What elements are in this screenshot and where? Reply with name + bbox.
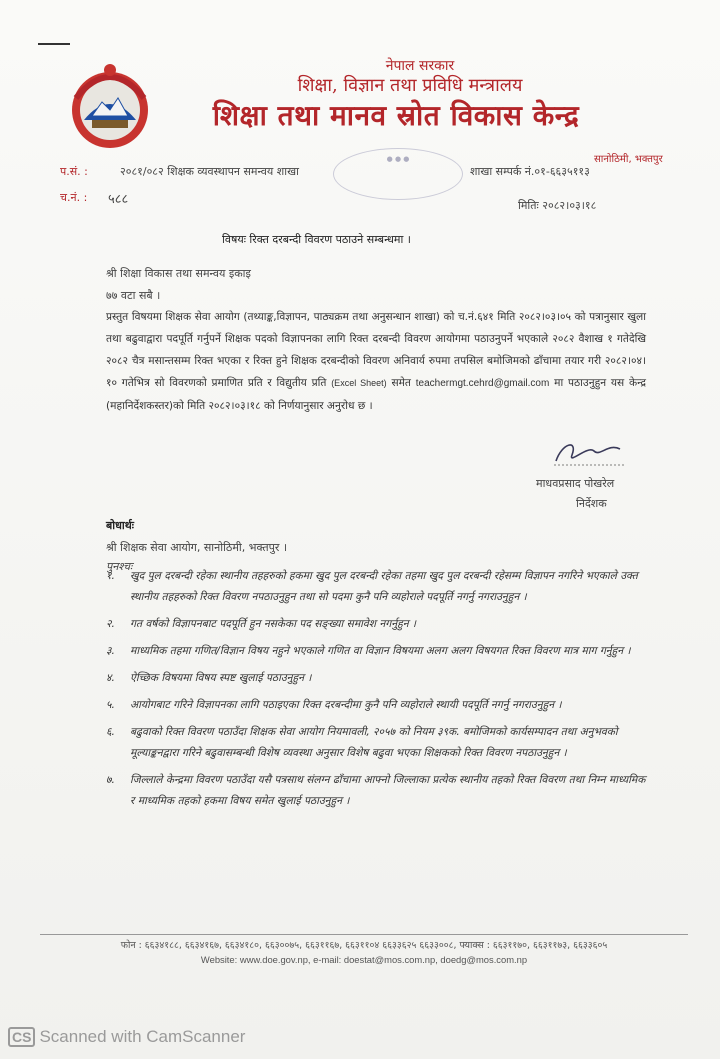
body-part1: प्रस्तुत विषयमा शिक्षक सेवा आयोग (तथ्याङ्क,विज्ञापन, पाठ्यक्रम तथा अनुसन्धान शाखा) को च.नं.६४१ मिति २०८२।०३।०५ को पत्रानुसार खुला तथा बढुवाद्वारा पदपूर्ति गर्नुपर्ने शिक्षक पदको विज्ञापनका लागि रिक्त दरबन्दी विवरण आयोगमा पठाउनुपर्ने भएकाले २०८२ वैशाख १ गतेदेखि २०८२ चैत्र मसान्तसम्म रिक्त भएका र रिक्त हुने शिक्षक दरबन्दीको विवरण अनिवार्य रुपमा तपसिल बमोजिमको ढाँचामा तयार गरी २०८२।०४।१० गतेभित्र सो विवरणको प्रमाणित प्रति र विद्युतीय प्रति [106,311,646,389]
signature-image [548,435,628,469]
camscanner-watermark [8,1027,245,1047]
header-govt: नेपाल सरकार [385,58,455,74]
recipient-line2: ७७ वटा सबै । [106,289,161,302]
list-item: २. गत वर्षको विज्ञापनबाट पदपूर्ति हुन नसकेका पद सङ्ख्या समावेश नगर्नुहुन । [106,618,416,630]
list-item: ७. जिल्लाले केन्द्रमा विवरण पठाउँदा यसै पत्रसाथ संलग्न ढाँचामा आफ्नो जिल्लाका प्रत्येक स्थानीय तहको रिक्त विवरण तथा निम्न माध्यमिक र माध्यमिक तहको हकमा विषय समेत खुलाई पठाउनुहुन । [106,774,646,807]
header-ministry: शिक्षा, विज्ञान तथा प्रविधि मन्त्रालय [297,75,523,96]
signatory-title: निर्देशक [576,497,607,510]
notes-list [106,566,646,818]
list-item: ५. आयोगबाट गरिने विज्ञापनका लागि पठाइएका रिक्त दरबन्दीमा कुनै पनि व्यहोराले स्थायी पदपूर्ति नगर्नु नगराउनुहुन । [106,699,562,711]
header-location: सानोठिमी, भक्तपुर [594,154,663,165]
body-samet: समेत [391,377,411,389]
body-part2: मा पठाउनुहुन यस केन्द्र (महानिर्देशकस्तर)को मिति २०८२।०३।१८ को निर्णयानुसार अनुरोध छ । [106,377,647,412]
body-email: teachermgt.cehrd@gmail.com [415,378,550,389]
footer-divider [40,934,688,935]
pa-sa-value: २०८१/०८२ शिक्षक व्यवस्थापन समन्वय शाखा [120,165,299,178]
bodharth-label: बोधार्थः [106,519,134,532]
list-item: १. खुद पुल दरबन्दी रहेका स्थानीय तहहरुको हकमा खुद पुल दरबन्दी रहेका तहमा खुद पुल दरबन्दी रहेसम्म विज्ञापन नगरिने भएकाले उक्त स्थानीय तहहरुको रिक्त विवरण नपठाउनुहुन तथा सो पदमा कुनै पनि व्यहोराले पदपूर्ति नगर्नु नगराउनुहुन । [106,570,638,603]
camscanner-text: Scanned with CamScanner [39,1027,246,1046]
cha-na-value: ५८८ [108,192,129,207]
branch-contact: शाखा सम्पर्क नं.०१-६६३५११३ [470,165,590,178]
office-stamp: ● ● ● [333,148,463,200]
notes-label: पुनश्चः [106,560,133,573]
header-office: शिक्षा तथा मानव स्रोत विकास केन्द्र [212,99,580,132]
recipient-line1: श्री शिक्षा विकास तथा समन्वय इकाइ [106,267,251,280]
camscanner-icon: CS [8,1027,35,1047]
bodharth-line: श्री शिक्षक सेवा आयोग, सानोठिमी, भक्तपुर । [106,541,288,554]
letter-date: मितिः २०८२।०३।१८ [518,199,597,212]
top-dash [38,43,70,45]
body-excel: (Excel Sheet) [331,378,387,388]
cha-na-label: च.नं. : [60,191,88,204]
footer-website: Website: www.doe.gov.np, e-mail: doestat@mos.com.np, doedg@mos.com.np [200,954,528,965]
signatory-name: माधवप्रसाद पोखरेल [536,477,615,490]
list-item: ४. ऐच्छिक विषयमा विषय स्पष्ट खुलाई पठाउनुहुन । [106,672,312,684]
list-item: ६. बढुवाको रिक्त विवरण पठाउँदा शिक्षक सेवा आयोग नियमावली, २०५७ को नियम ३९क. बमोजिमको कार्यसम्पादन तथा अनुभवको मूल्याङ्कनद्वारा गरिने बढुवासम्बन्धी विशेष व्यवस्था अनुसार विशेष बढुवा भएका शिक्षकको रिक्त विवरण नपठाउनुहुन । [106,726,618,759]
letter-body [106,306,646,417]
footer-phone: फोन : ६६३४१८८, ६६३४१६७, ६६३४१८०, ६६३००७५, ६६३११६७, ६६३११०४ ६६३३६२५ ६६३३००८, फ्याक्स : ६६३११७०, ६६३११७३, ६६३३६०५ [120,940,608,951]
list-item: ३. माध्यमिक तहमा गणित/विज्ञान विषय नहुने भएकाले गणित वा विज्ञान विषयमा अलग अलग विषयगत रिक्त विवरण मात्र माग गर्नुहुन । [106,645,631,657]
pa-sa-label: प.सं. : [60,165,88,178]
subject-line: विषयः रिक्त दरबन्दी विवरण पठाउने सम्बन्धमा । [222,233,411,246]
